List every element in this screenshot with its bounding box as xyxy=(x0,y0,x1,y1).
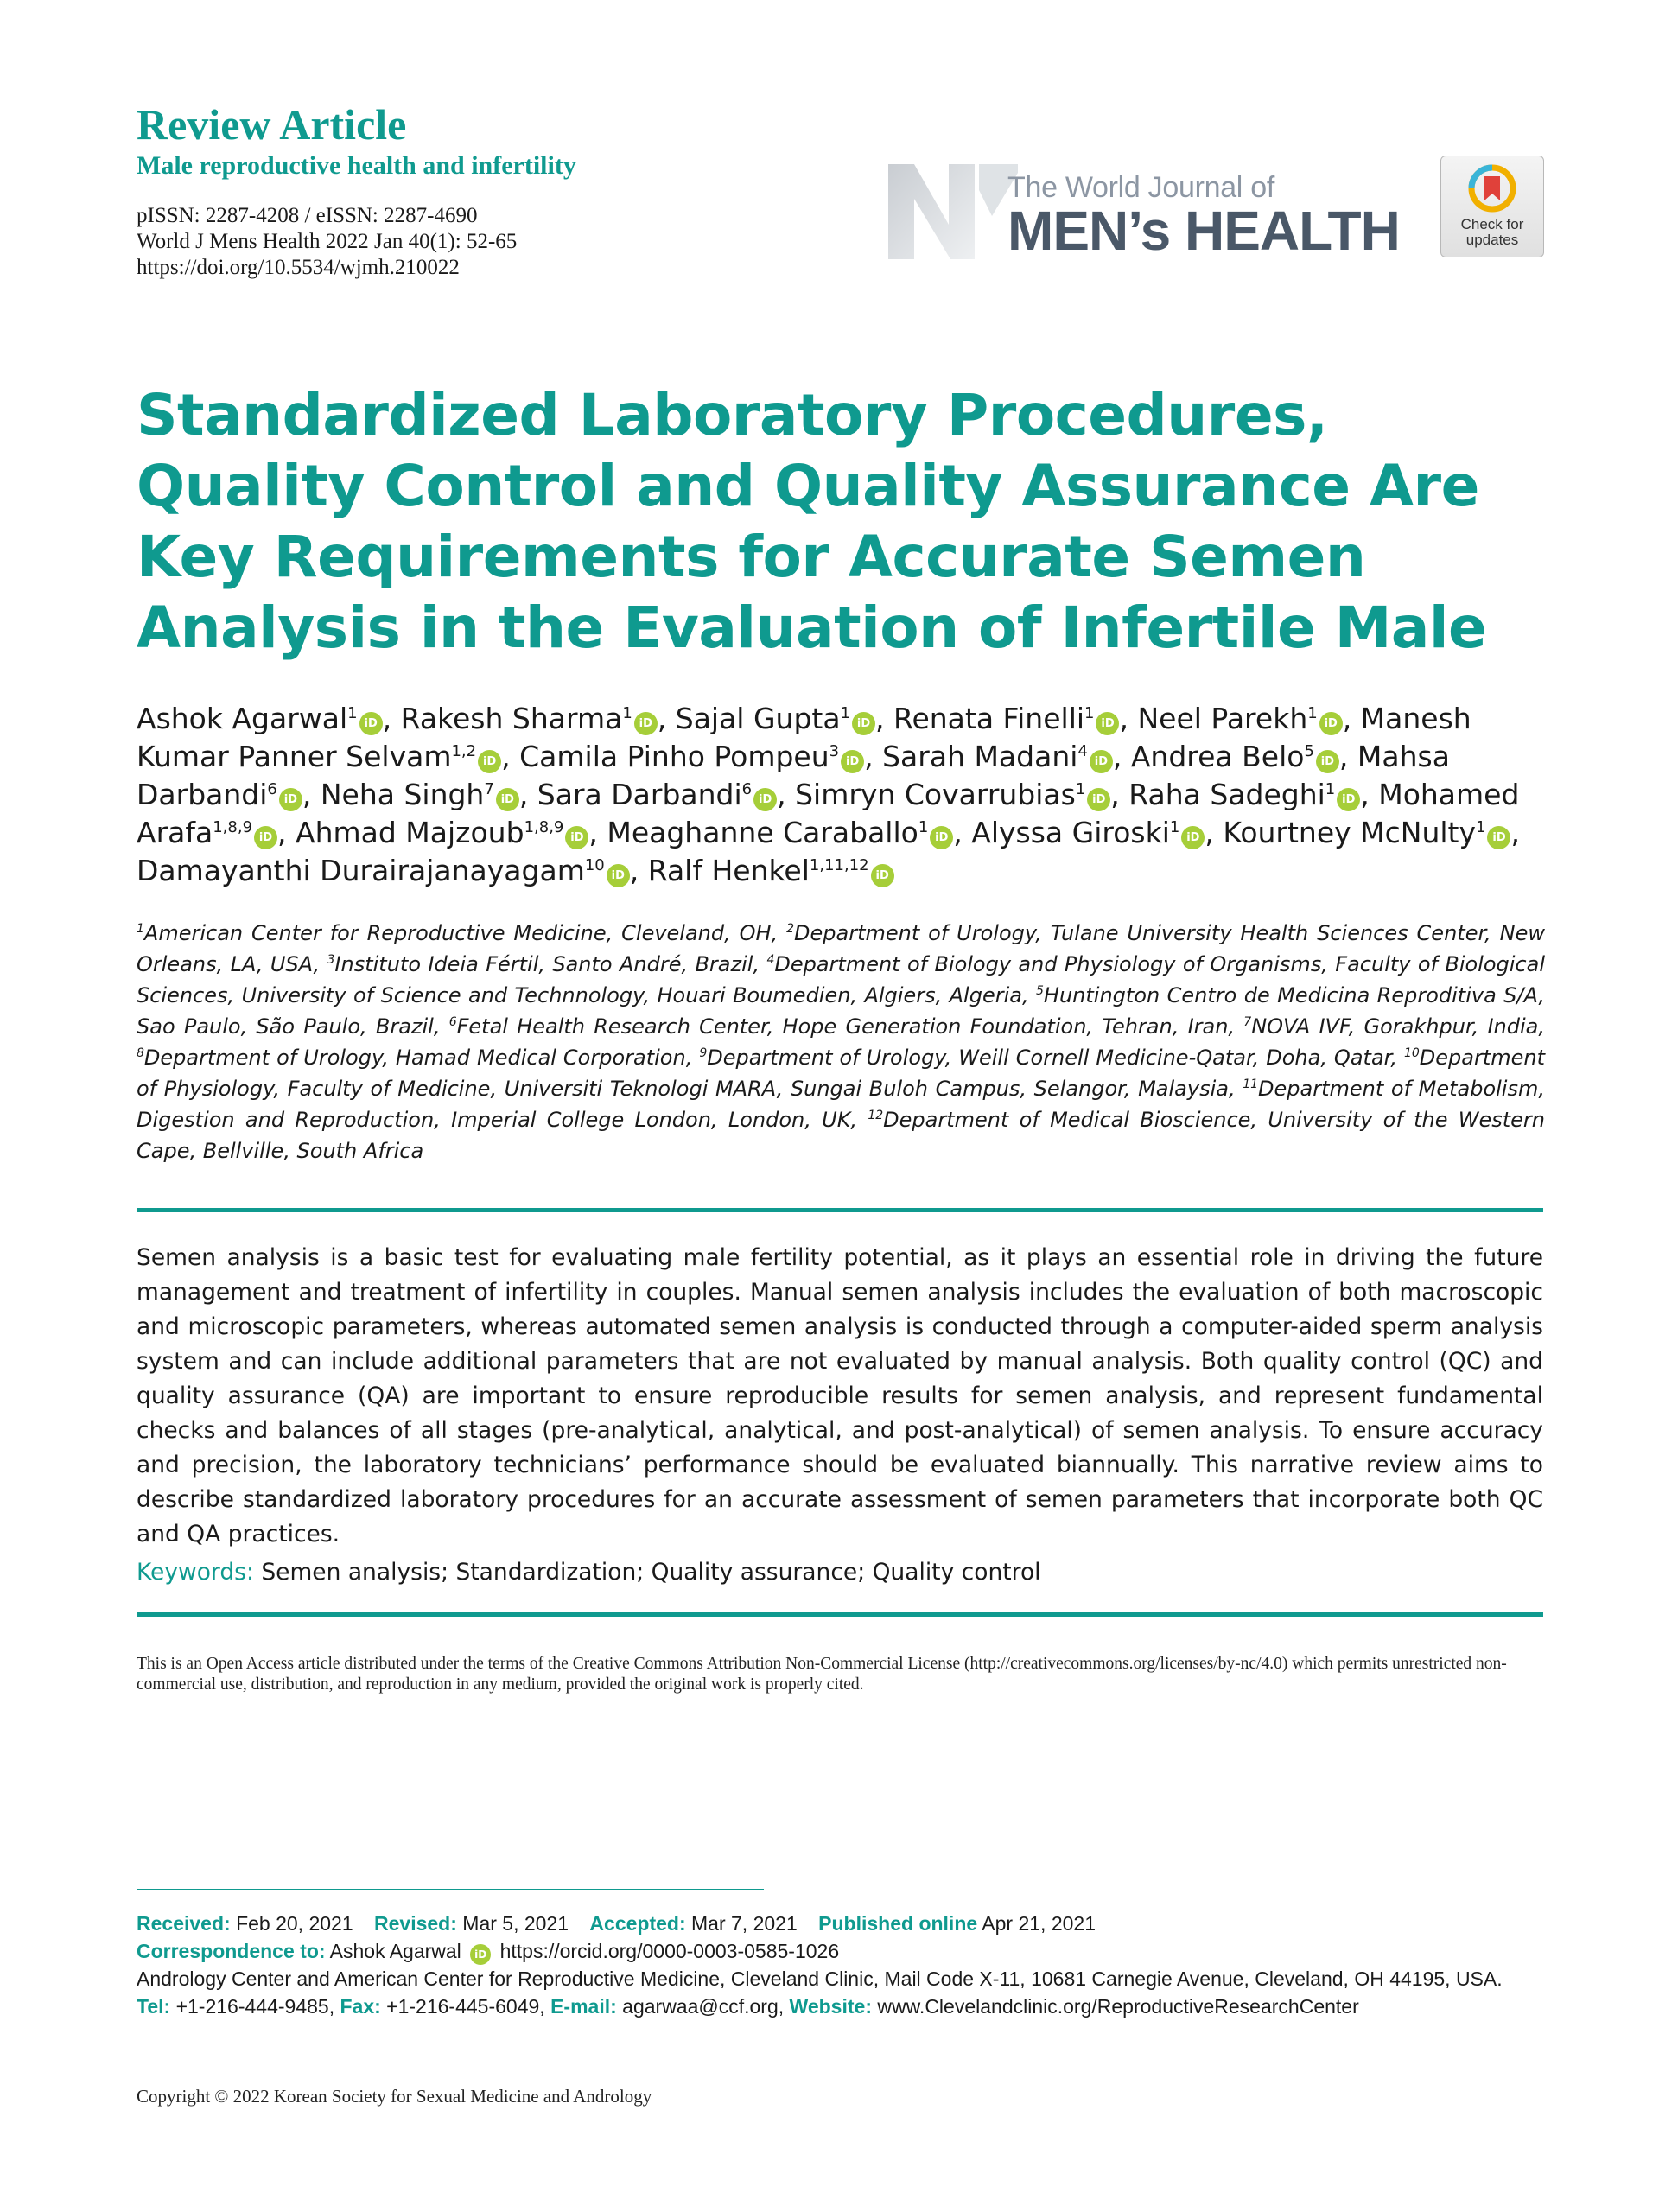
correspondence-label: Correspondence to: xyxy=(137,1940,326,1962)
author xyxy=(795,778,1110,811)
author-affiliation-number: 1 xyxy=(347,704,358,722)
orcid-icon[interactable]: iD xyxy=(1316,750,1339,773)
author xyxy=(882,740,1113,773)
doi-link[interactable]: https://doi.org/10.5534/wjmh.210022 xyxy=(137,255,460,279)
orcid-icon[interactable]: iD xyxy=(1096,712,1119,735)
author-affiliation-number: 1 xyxy=(1476,818,1486,836)
author xyxy=(1128,778,1360,811)
email-label: E-mail: xyxy=(550,1995,617,2018)
author-name: Meaghanne Caraballo xyxy=(607,816,918,849)
author xyxy=(1223,816,1510,849)
author-name: Ashok Agarwal xyxy=(137,702,348,735)
check-for-updates-badge[interactable] xyxy=(1440,156,1544,257)
affiliation-text: Department of Urology, Weill Cornell Medicine-Qatar, Doha, Qatar, xyxy=(707,1046,1404,1070)
author-affiliation-number: 1 xyxy=(840,704,851,722)
author-affiliation-number: 1 xyxy=(622,704,632,722)
author-affiliation-number: 1,8,9 xyxy=(524,818,564,836)
crossmark-icon xyxy=(1467,163,1517,215)
orcid-icon[interactable]: iD xyxy=(852,712,875,735)
accepted-date: Mar 7, 2021 xyxy=(691,1912,798,1935)
author xyxy=(607,816,953,849)
author-list: Ashok Agarwal$^1$iD , Rakesh Sharma$^1$iD , Sajal Gupta$^1$iD , Renata Finelli$^1$iD , Neel Parekh$^1$iD , Manesh Kumar Panner Selvam$^{1,2}$iD , Camila Pinho Pompeu$^3$iD , Sarah Madani$^4$iD , Andrea Belo$^5$iD , Mahsa Darbandi$^6$iD , Neha Singh$^7$iD , Sara Darbandi$^6$iD , Simryn Covarrubias$^1$iD , Raha Sadeghi$^1$iD , Mohamed Arafa$^{1,8,9}$iD , Ahmad Majzoub$^{1,8,9}$iD , Meaghanne Caraballo$^1$iD , Alyssa Giroski$^1$iD , Kourtney McNulty$^1$iD , Damayanthi Durairajanayagam$^{10}$iD , Ralf Henkel$^{1,11,12}$iD xyxy=(137,702,1520,887)
author-name: Kourtney McNulty xyxy=(1223,816,1477,849)
author xyxy=(537,778,777,811)
fax-label: Fax: xyxy=(340,1995,381,2018)
email-link[interactable]: agarwaa@ccf.org, xyxy=(622,1995,785,2018)
published-label: Published online xyxy=(818,1912,978,1935)
author xyxy=(1131,740,1339,773)
author-name: Neha Singh xyxy=(320,778,485,811)
fax-value: +1-216-445-6049, xyxy=(386,1995,545,2018)
article-footer xyxy=(137,1910,1554,2020)
contact-line xyxy=(137,1993,1554,2020)
keywords-label: Keywords: xyxy=(137,1559,254,1586)
affiliation-number: 5 xyxy=(1036,984,1044,998)
author-name: Renata Finelli xyxy=(893,702,1085,735)
correspondence-address: Andrology Center and American Center for Reproductive Medicine, Cleveland Clinic, Mail Code X-11, 10681 Carnegie Avenue, Cleveland, OH 44195, USA. xyxy=(137,1967,1503,1990)
author-name: Sara Darbandi xyxy=(537,778,742,811)
affiliation-number: 10 xyxy=(1403,1046,1420,1060)
author xyxy=(519,740,864,773)
author xyxy=(137,702,383,735)
author xyxy=(1137,702,1342,735)
published-date: Apr 21, 2021 xyxy=(982,1912,1096,1935)
author-name: Andrea Belo xyxy=(1130,740,1305,773)
author xyxy=(401,702,658,735)
author-name: Simryn Covarrubias xyxy=(795,778,1076,811)
author-affiliation-number: 1,8,9 xyxy=(213,818,253,836)
website-link[interactable]: www.Clevelandclinic.org/ReproductiveResearchCenter xyxy=(877,1995,1359,2018)
article-header xyxy=(137,102,914,281)
orcid-icon[interactable]: iD xyxy=(478,750,501,773)
revised-date: Mar 5, 2021 xyxy=(462,1912,569,1935)
author xyxy=(893,702,1119,735)
author-affiliation-number: 1 xyxy=(1075,780,1086,798)
author-affiliation-number: 6 xyxy=(267,780,277,798)
author-name: Manesh Kumar Panner Selvam xyxy=(137,702,1471,773)
author-affiliation-number: 7 xyxy=(484,780,494,798)
author-name: Sarah Madani xyxy=(882,740,1078,773)
tel-value: +1-216-444-9485, xyxy=(175,1995,335,2018)
orcid-icon[interactable]: iD xyxy=(841,750,864,773)
author-affiliation-number: 1 xyxy=(1325,780,1336,798)
affiliation-text: Department of Biology and Physiology of Organisms, Faculty of Biological Sciences, University of Science and Technnology, Houari Boumedien, Algiers, Algeria, xyxy=(137,952,1545,1007)
author-affiliation-number: 10 xyxy=(584,856,605,874)
affiliation-text: Instituto Ideia Fértil, Santo André, Brazil, xyxy=(334,952,767,976)
copyright: Copyright © 2022 Korean Society for Sexual Medicine and Andrology xyxy=(137,2086,652,2107)
author-name: Ralf Henkel xyxy=(647,854,810,887)
keywords xyxy=(137,1555,1543,1590)
orcid-icon[interactable]: iD xyxy=(1087,788,1110,811)
journal-name-top: The World Journal of xyxy=(1007,171,1274,204)
orcid-icon[interactable]: iD xyxy=(1090,750,1113,773)
article-subject: Male reproductive health and infertility xyxy=(137,150,576,180)
affiliation-number: 4 xyxy=(766,953,775,967)
author-affiliation-number: 1 xyxy=(1169,818,1180,836)
article-type: Review Article xyxy=(137,100,407,149)
publication-info xyxy=(137,203,914,281)
orcid-icon[interactable]: iD xyxy=(1319,712,1343,735)
orcid-icon[interactable]: iD xyxy=(930,826,953,849)
journal-logo xyxy=(888,156,1424,262)
author-affiliation-number: 1,2 xyxy=(451,742,477,760)
author xyxy=(648,854,894,887)
orcid-icon[interactable]: iD xyxy=(1181,826,1205,849)
author-name: Ahmad Majzoub xyxy=(296,816,524,849)
orcid-icon[interactable]: iD xyxy=(607,864,630,887)
orcid-icon[interactable]: iD xyxy=(753,788,777,811)
correspondence-orcid-link[interactable]: https://orcid.org/0000-0003-0585-1026 xyxy=(499,1940,840,1962)
author-name: Camila Pinho Pompeu xyxy=(519,740,830,773)
revised-label: Revised: xyxy=(374,1912,457,1935)
license-statement: This is an Open Access article distributed under the terms of the Creative Commons Attribution Non-Commercial License (http://creativecommons.org/licenses/by-nc/4.0) which permits unrestricted non-commercial use, distribution, and reproduction in any medium, provided the original work is properly cited. xyxy=(137,1655,1507,1694)
author-affiliation-number: 5 xyxy=(1304,742,1314,760)
author-affiliation-number: 6 xyxy=(741,780,753,798)
abstract: Semen analysis is a basic test for evaluating male fertility potential, as it plays an essential role in driving the future management and treatment of infertility in couples. Manual semen analysis includes the evaluation of both macroscopic and microscopic parameters, whereas automated semen analysis is conducted through a computer-aided sperm analysis system and can include additional parameters that are not evaluated by manual analysis. Both quality control (QC) and quality assurance (QA) are important to ensure reproducible results for semen analysis, and represent fundamental checks and balances of all stages (pre-analytical, analytical, and post-analytical) of semen analysis. To ensure accuracy and precision, the laboratory technicians’ performance should be evaluated biannually. This narrative review aims to describe standardized laboratory procedures for an accurate assessment of semen parameters that incorporate both QC and QA practices. xyxy=(137,1244,1543,1548)
author-affiliation-number: 1,11,12 xyxy=(809,856,869,874)
citation: World J Mens Health 2022 Jan 40(1): 52-65 xyxy=(137,229,518,253)
author xyxy=(137,854,630,887)
author xyxy=(296,816,588,849)
affiliation-text: Department of Physiology, Faculty of Medicine, Universiti Teknologi MARA, Sungai Buloh Campus, Selangor, Malaysia, xyxy=(137,1046,1545,1101)
author-name: Neel Parekh xyxy=(1137,702,1308,735)
author-affiliation-number: 4 xyxy=(1077,742,1088,760)
orcid-icon[interactable]: iD xyxy=(254,826,277,849)
orcid-icon[interactable]: iD xyxy=(1337,788,1360,811)
affiliation-number: 11 xyxy=(1243,1077,1259,1091)
affiliation-number: 12 xyxy=(868,1109,884,1122)
issn: pISSN: 2287-4208 / eISSN: 2287-4690 xyxy=(137,203,478,227)
correspondence-name: Ashok Agarwal xyxy=(329,1940,461,1962)
affiliation-text: NOVA IVF, Gorakhpur, India, xyxy=(1251,1014,1545,1039)
author-name: Sajal Gupta xyxy=(675,702,841,735)
orcid-icon[interactable]: iD xyxy=(279,788,302,811)
orcid-icon[interactable]: iD xyxy=(359,712,383,735)
orcid-icon[interactable]: iD xyxy=(1487,826,1510,849)
correspondence xyxy=(137,1937,1554,1965)
accepted-label: Accepted: xyxy=(589,1912,686,1935)
check-for-updates-label: Check for updates xyxy=(1460,216,1524,248)
affiliation-number: 6 xyxy=(448,1015,457,1029)
keywords-text: Semen analysis; Standardization; Quality assurance; Quality control xyxy=(261,1559,1041,1586)
author-name: Mahsa Darbandi xyxy=(137,740,1450,811)
journal-logo-mark-icon xyxy=(888,156,1018,259)
affiliation-number: 3 xyxy=(327,953,335,967)
article-title: Standardized Laboratory Procedures, Quality Control and Quality Assurance Are Key Requirements for Accurate Semen Analysis in the Evaluation of Infertile Male xyxy=(137,382,1487,661)
orcid-icon[interactable]: iD xyxy=(565,826,588,849)
author-name: Mohamed Arafa xyxy=(137,778,1520,849)
affiliation-text: Department of Metabolism, Digestion and Reproduction, Imperial College London, London, UK, xyxy=(137,1077,1545,1132)
affiliation-text: Huntington Centro de Medicina Reproditiva S/A, Sao Paulo, São Paulo, Brazil, xyxy=(137,983,1545,1039)
orcid-icon[interactable]: iD xyxy=(871,864,894,887)
orcid-icon[interactable]: iD xyxy=(470,1944,491,1965)
affiliation-number: 1 xyxy=(137,922,144,936)
abstract-bottom-rule xyxy=(137,1612,1543,1617)
affiliation-number: 7 xyxy=(1243,1015,1252,1029)
author-name: Damayanthi Durairajanayagam xyxy=(137,854,585,887)
affiliation-text: Department of Urology, Hamad Medical Corporation, xyxy=(143,1046,700,1070)
affiliations xyxy=(137,918,1545,1166)
author-name: Rakesh Sharma xyxy=(400,702,623,735)
received-label: Received: xyxy=(137,1912,231,1935)
author-affiliation-number: 1 xyxy=(1307,704,1318,722)
affiliation-text: Fetal Health Research Center, Hope Generation Foundation, Tehran, Iran, xyxy=(456,1014,1244,1039)
affiliation-number: 8 xyxy=(137,1046,144,1060)
tel-label: Tel: xyxy=(137,1995,171,2018)
article-dates xyxy=(137,1910,1554,1937)
footer-rule xyxy=(137,1889,764,1890)
author xyxy=(971,816,1205,849)
orcid-icon[interactable]: iD xyxy=(634,712,658,735)
author xyxy=(676,702,875,735)
author xyxy=(321,778,519,811)
received-date: Feb 20, 2021 xyxy=(236,1912,353,1935)
author-name: Alyssa Giroski xyxy=(971,816,1170,849)
author-affiliation-number: 1 xyxy=(1084,704,1095,722)
website-label: Website: xyxy=(789,1995,872,2018)
author-name: Raha Sadeghi xyxy=(1128,778,1325,811)
journal-name-main: MEN’s HEALTH xyxy=(1007,200,1400,262)
abstract-top-rule xyxy=(137,1208,1543,1212)
affiliation-text: Department of Medical Bioscience, University of the Western Cape, Bellville, South Africa xyxy=(137,1108,1545,1163)
affiliation-text: American Center for Reproductive Medicine, Cleveland, OH, xyxy=(143,921,787,945)
affiliation-text: Department of Urology, Tulane University Health Sciences Center, New Orleans, LA, USA, xyxy=(137,921,1545,976)
author-affiliation-number: 1 xyxy=(918,818,929,836)
orcid-icon[interactable]: iD xyxy=(496,788,519,811)
affiliation-number: 9 xyxy=(699,1046,708,1060)
author-affiliation-number: 3 xyxy=(829,742,840,760)
affiliation-number: 2 xyxy=(786,922,795,936)
